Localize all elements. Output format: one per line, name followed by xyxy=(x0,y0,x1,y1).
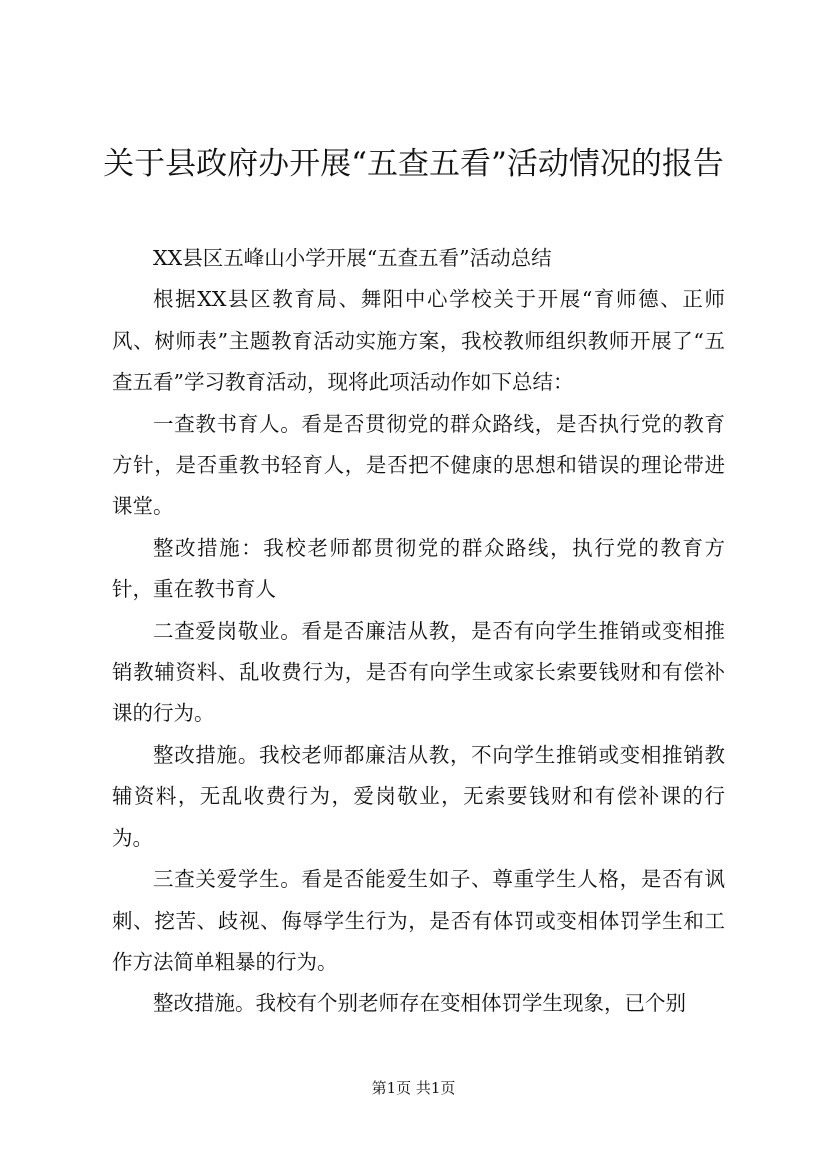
paragraph-subtitle: XX县区五峰山小学开展“五查五看”活动总结 xyxy=(153,246,552,270)
paragraph-check-3: 三查关爱学生。看是否能爱生如子、尊重学生人格，是否有讽刺、挖苦、歧视、侮辱学生行为，是否有体罚或变相体罚学生和工作方法简单粗暴的行为。 xyxy=(112,867,725,974)
paragraph-measure-3: 整改措施。我校有个别老师存在变相体罚学生现象，已个别 xyxy=(153,991,686,1016)
document-title: 关于县政府办开展“五查五看”活动情况的报告 xyxy=(103,146,724,182)
paragraph-intro: 根据XX县区教育局、舞阳中心学校关于开展“育师德、正师风、树师表”主题教育活动实施方案，我校教师组织教师开展了“五查五看”学习教育活动，现将此项活动作如下总结： xyxy=(112,287,725,395)
paragraph-check-2: 二查爱岗敬业。看是否廉洁从教，是否有向学生推销或变相推销教辅资料、乱收费行为，是否有向学生或家长索要钱财和有偿补课的行为。 xyxy=(112,618,725,726)
paragraph-check-1: 一查教书育人。看是否贯彻党的群众路线，是否执行党的教育方针，是否重教书轻育人，是否把不健康的思想和错误的理论带进课堂。 xyxy=(112,411,725,519)
document-body xyxy=(112,238,725,1025)
paragraph-measure-2: 整改措施。我校老师都廉洁从教，不向学生推销或变相推销教辅资料，无乱收费行为，爱岗敬业，无索要钱财和有偿补课的行为。 xyxy=(112,742,725,850)
paragraph-measure-1: 整改措施：我校老师都贯彻党的群众路线，执行党的教育方针，重在教书育人 xyxy=(112,535,725,602)
page-footer: 第1页 共1页 xyxy=(371,1079,456,1097)
